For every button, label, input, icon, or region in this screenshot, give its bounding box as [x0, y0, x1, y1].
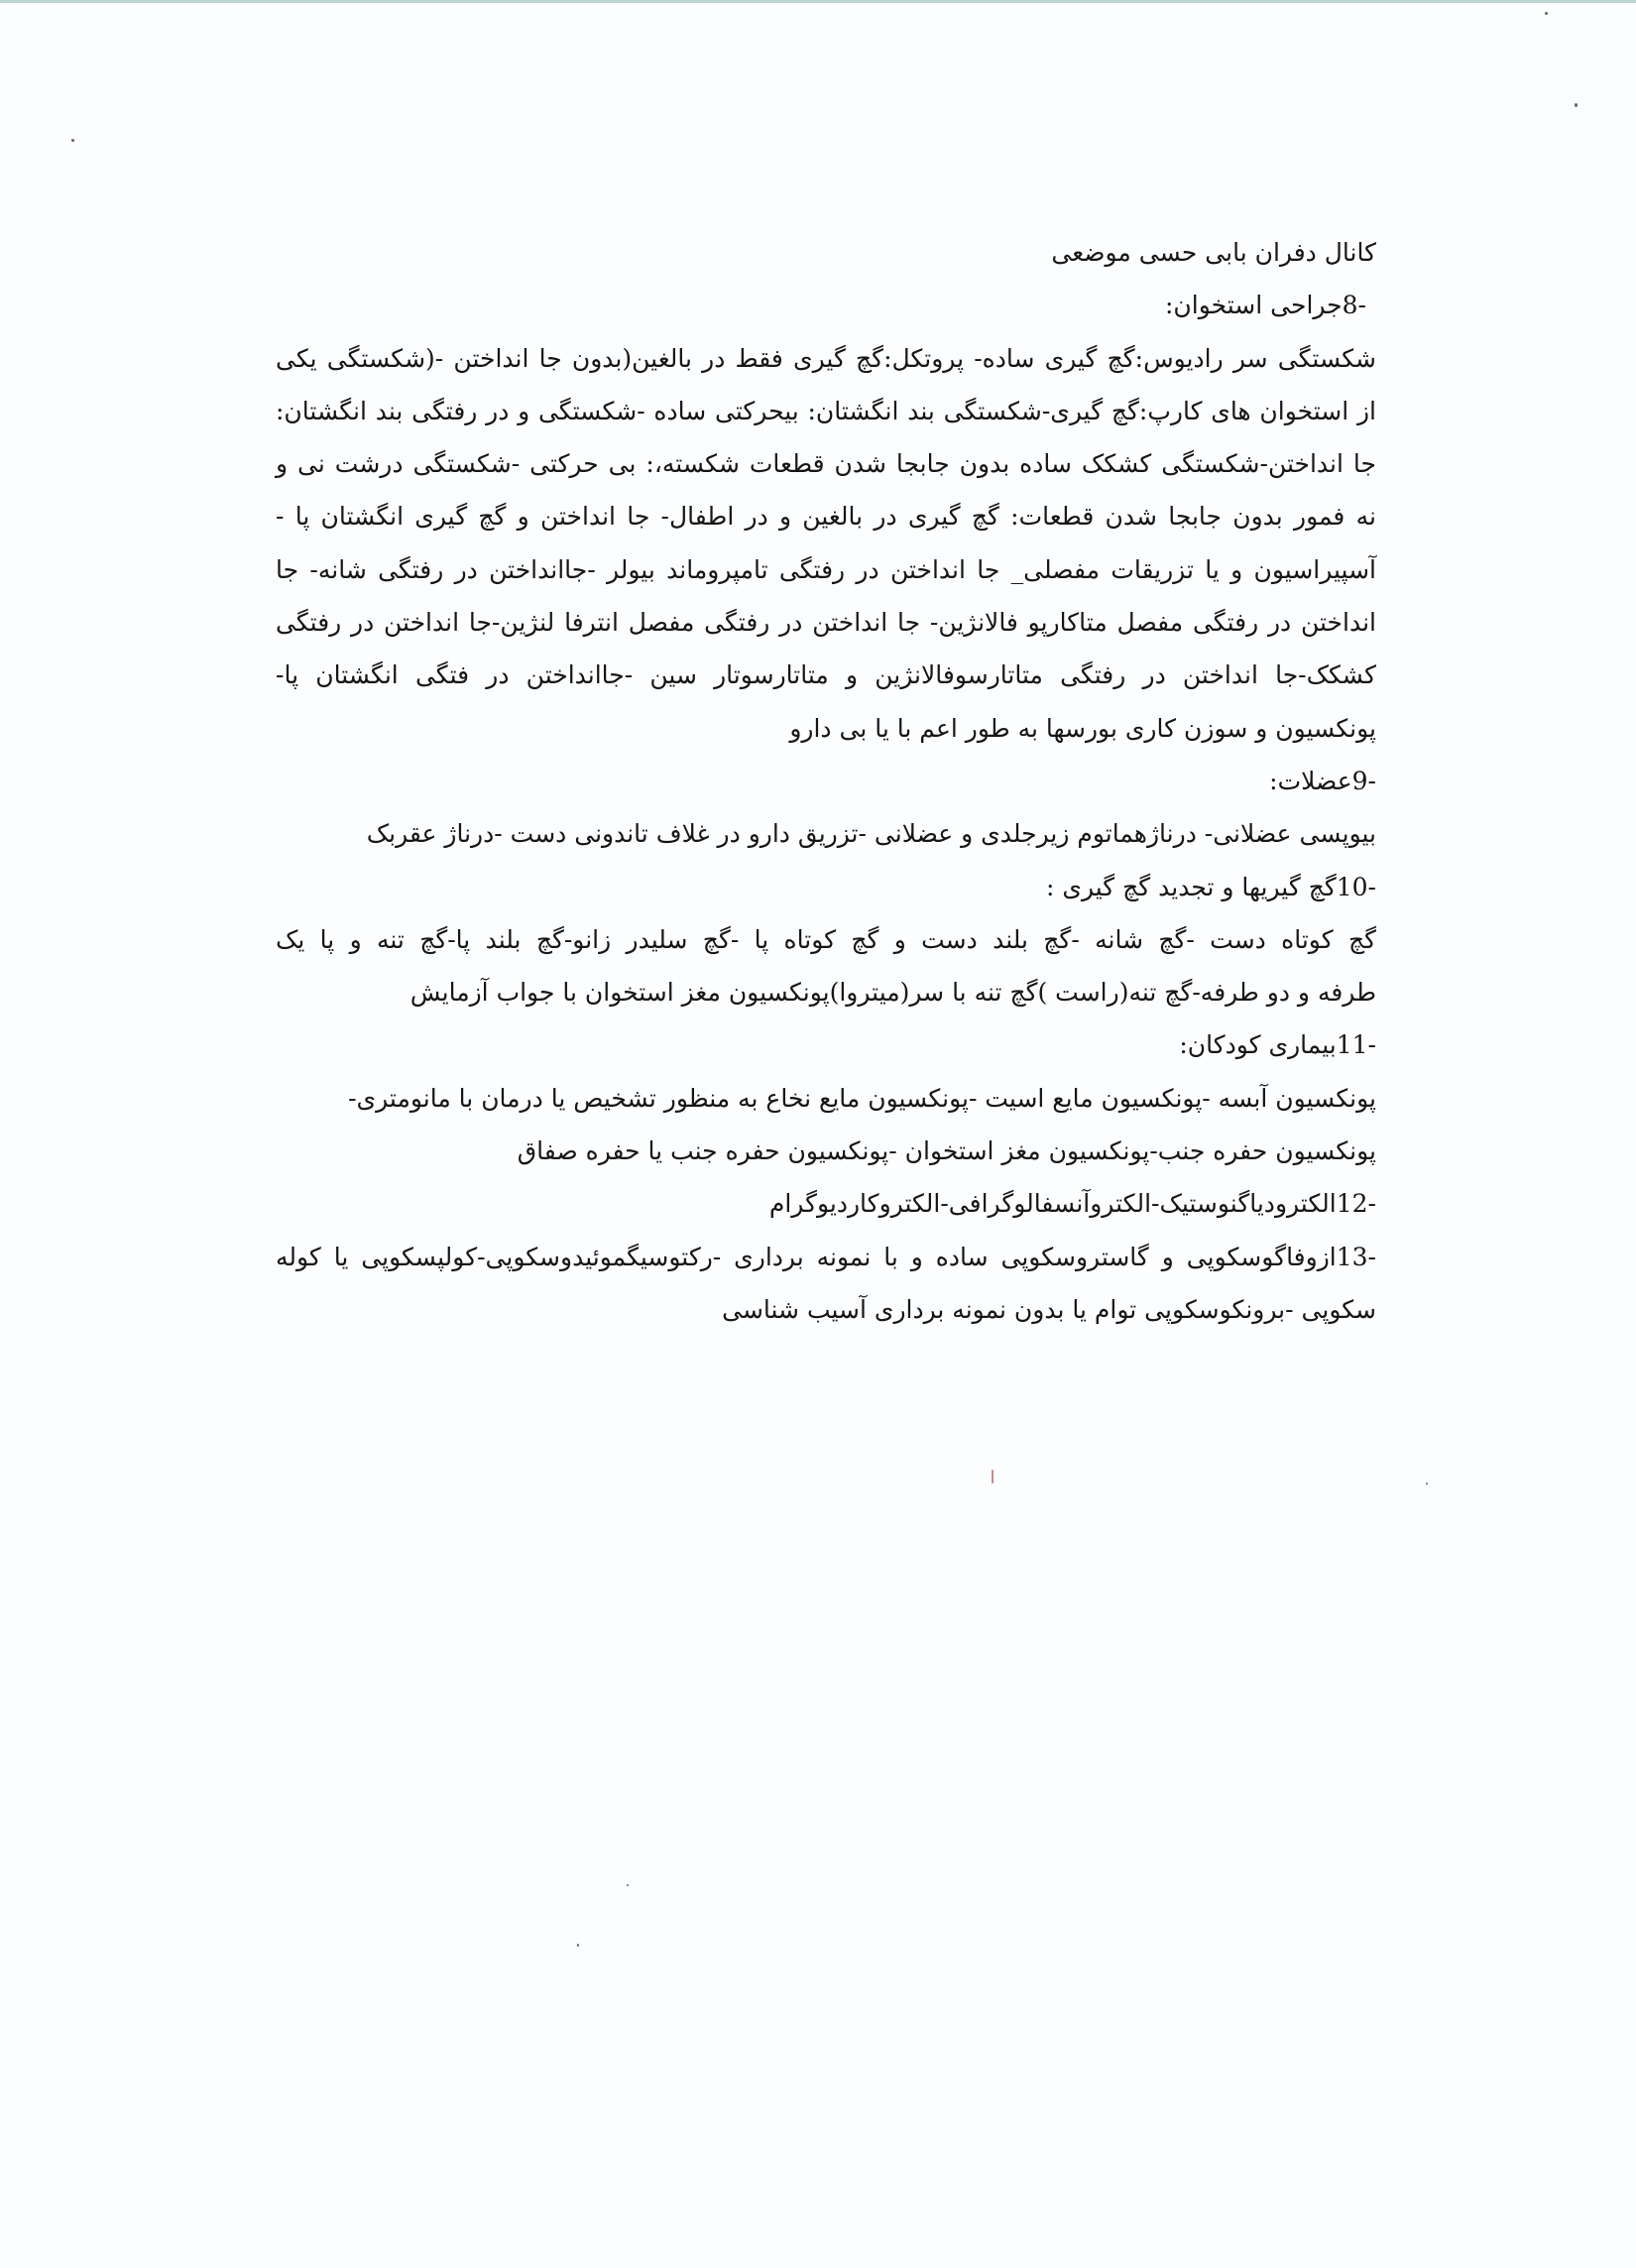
document-text [276, 226, 1376, 1336]
section-heading-11: -11بیماری کودکان: [1179, 1030, 1376, 1060]
paragraph-line: بیوپسی عضلانی- درناژهماتوم زیرجلدی و عضلانی -تزریق دارو در غلاف تاندونی دست -درناژ عقربک [366, 819, 1376, 849]
paragraph-line: پونکسیون آبسه -پونکسیون مایع اسیت -پونکسیون مایع نخاع به منظور تشخیص یا درمان با مانومتری- [348, 1083, 1376, 1113]
scan-top-edge [0, 0, 1636, 3]
section-heading-13: -13ازوفاگوسکوپی و گاستروسکوپی ساده و با نمونه برداری -رکتوسیگموئیدوسکوپی-کولپسکوپی یا کوله [276, 1242, 1376, 1271]
scan-mark [992, 1470, 993, 1484]
document-title-line: کانال دفران بابی حسی موضعی [1051, 238, 1376, 267]
paragraph-line: شکستگی سر رادیوس:گچ گیری ساده- پروتکل:گچ گیری فقط در بالغین(بدون جا انداختن -(شکستگی یکی [276, 343, 1376, 373]
scan-speck [71, 139, 74, 142]
scan-speck [1545, 12, 1548, 15]
paragraph-line: آسپیراسیون و یا تزریقات مفصلی_ جا انداختن در رفتگی تامپروماند بیولر -جاانداختن در رفتگی شانه- جا [276, 554, 1376, 584]
paragraph-line: گچ کوتاه دست -گچ شانه -گچ بلند دست و گچ کوتاه پا -گچ سلیدر زانو-گچ بلند پا-گچ تنه و پا یک [276, 924, 1376, 954]
section-heading-8: -8جراحی استخوان: [1164, 291, 1366, 320]
paragraph-line: پونکسیون و سوزن کاری بورسها به طور اعم با یا بی دارو [789, 713, 1376, 743]
section-heading-12: -12الکترودیاگنوستیک-الکتروآنسفالوگرافی-الکتروکاردیوگرام [768, 1189, 1376, 1219]
paragraph-line: انداختن در رفتگی مفصل متاکارپو فالانژین- جا انداختن در رفتگی مفصل انترفا لنژین-جا انداختن در رفتگی [276, 608, 1376, 638]
scan-speck [627, 1884, 629, 1886]
scan-speck [1575, 103, 1578, 107]
section-heading-9: -9عضلات: [1269, 766, 1376, 795]
paragraph-line: کشکک-جا انداختن در رفتگی متاتارسوفالانژین و متاتارسوتار سین -جاانداختن در فتگی انگشتان پا- [276, 660, 1376, 690]
paragraph-line: نه فمور بدون جابجا شدن قطعات: گچ گیری در بالغین و در اطفال- جا انداختن و گچ گیری انگشتان پا - [276, 502, 1376, 532]
scan-speck [577, 1944, 579, 1947]
paragraph-line: جا انداختن-شکستگی کشکک ساده بدون جابجا شدن قطعات شکسته،: بی حرکتی -شکستگی درشت نی و [276, 449, 1376, 479]
paragraph-line: سکوپی -برونکوسکوپی توام یا بدون نمونه برداری آسیب شناسی [722, 1294, 1376, 1324]
section-heading-10: -10گچ گیریها و تجدید گچ گیری : [1046, 872, 1376, 901]
paragraph-line: طرفه و دو طرفه-گچ تنه(راست )گچ تنه با سر(میتروا)پونکسیون مغز استخوان با جواب آزمایش [409, 978, 1376, 1008]
scan-speck [1426, 1483, 1428, 1485]
paragraph-line: پونکسیون حفره جنب-پونکسیون مغز استخوان -پونکسیون حفره جنب یا حفره صفاق [517, 1136, 1376, 1166]
paragraph-line: از استخوان های کارپ:گچ گیری-شکستگی بند انگشتان: بیحرکتی ساده -شکستگی و در رفتگی بند انگشتان: [276, 396, 1376, 425]
